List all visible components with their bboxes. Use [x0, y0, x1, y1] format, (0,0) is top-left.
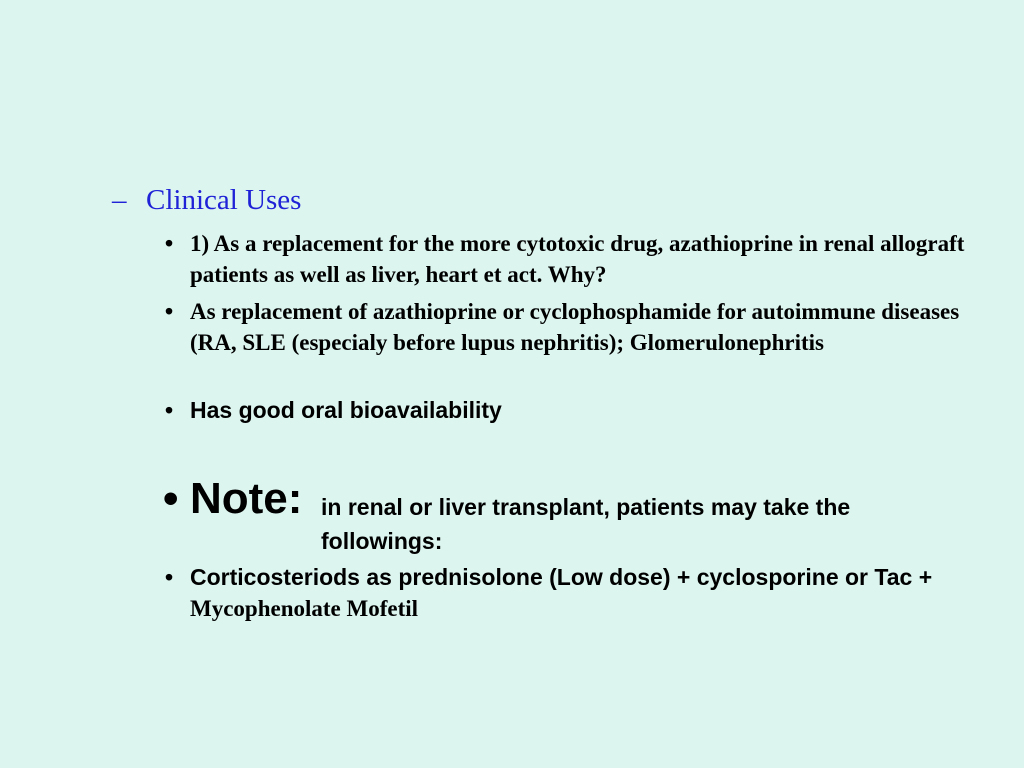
bullet-text: Has good oral bioavailability: [190, 397, 502, 423]
section-heading-text: Clinical Uses: [146, 184, 302, 216]
bullet-item-regimen: [165, 562, 970, 624]
bullet-item-autoimmune: [165, 296, 970, 358]
bullet-dot-icon: •: [163, 474, 179, 523]
dash-marker: –: [112, 184, 127, 216]
bullet-text: 1) As a replacement for the more cytotoxic drug, azathioprine in renal allograft patients as well as liver, heart et act. Why?: [190, 231, 965, 287]
bullet-dot-icon: •: [165, 564, 174, 590]
regimen-text: Corticosteriods as prednisolone (Low dose) + cyclosporine or Tac +: [190, 564, 933, 590]
bullet-dot-icon: •: [165, 298, 174, 324]
bullet-text: As replacement of azathioprine or cyclophosphamide for autoimmune diseases (RA, SLE (especialy before lupus nephritis); Glomerulonephritis: [190, 299, 960, 355]
note-text: in renal or liver transplant, patients may take the followings:: [321, 494, 851, 554]
bullet-dot-icon: •: [165, 397, 174, 423]
note-label: Note:: [190, 474, 303, 523]
bullet-dot-icon: •: [165, 230, 174, 256]
bullet-item-replacement-azathioprine: [165, 228, 970, 290]
section-heading: [112, 184, 301, 217]
regimen-drug-name: Mycophenolate Mofetil: [190, 596, 419, 621]
bullet-item-bioavailability: [165, 395, 970, 426]
